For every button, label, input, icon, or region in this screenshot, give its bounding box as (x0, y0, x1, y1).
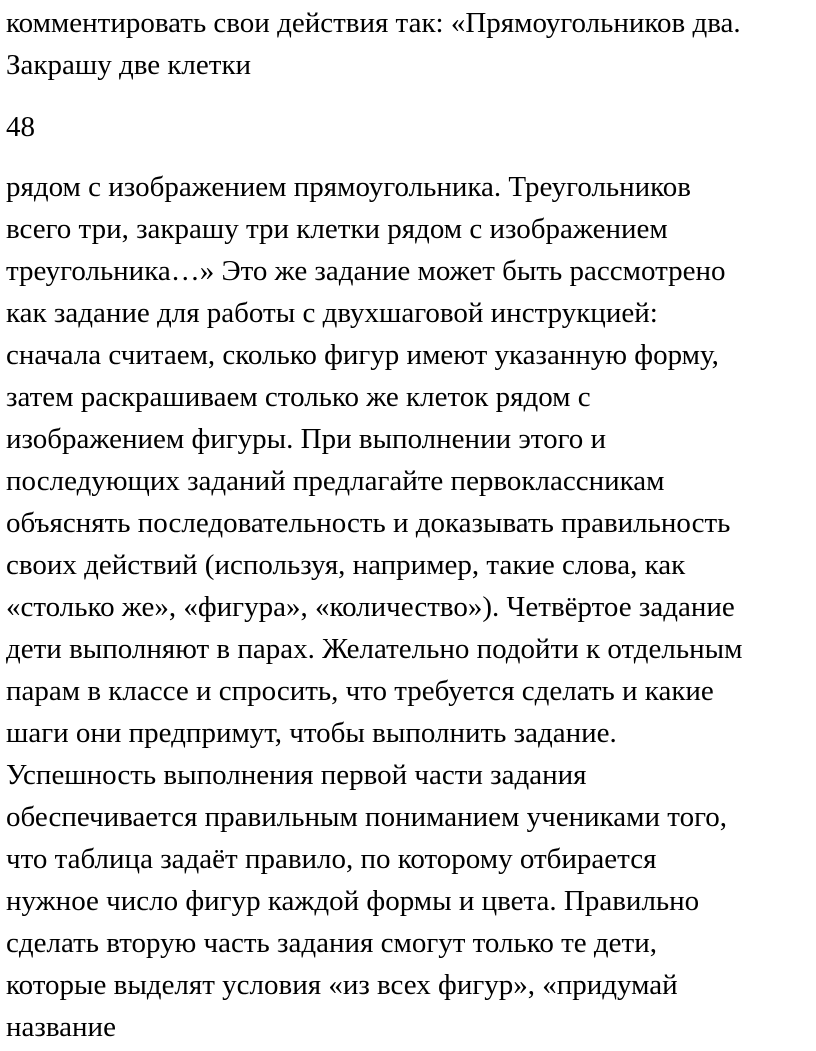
page-number: 48 (6, 111, 35, 143)
paragraph-main: рядом с изображением прямоугольника. Треугольников всего три, закрашу три клетки рядом с изображением треугольника…» Это же задание может быть рассмотрено как задание для работы с двухшаговой инструкцией: сначала считаем, сколько фигур имеют указанную форму, затем раскрашиваем столько же клеток рядом с изображением фигуры. При выполнении этого и последующих заданий предлагайте первоклассникам объяснять последовательность и доказывать правильность своих действий (используя, например, такие слова, как «столько же», «фигура», «количество»). Четвёртое задание дети выполняют в парах. Желательно подойти к отдельным парам в классе и спросить, что требуется сделать и какие шаги они предпримут, чтобы выполнить задание. Успешность выполнения первой части задания обеспечивается правильным пониманием учениками того, что таблица задаёт правило, по которому отбирается нужное число фигур каждой формы и цвета. Правильно сделать вторую часть задания смогут только те дети, которые выделят условия «из всех фигур», «придумай название (6, 171, 743, 1043)
paragraph-top: комментировать свои действия так: «Прямоугольников два. Закрашу две клетки (6, 7, 741, 81)
